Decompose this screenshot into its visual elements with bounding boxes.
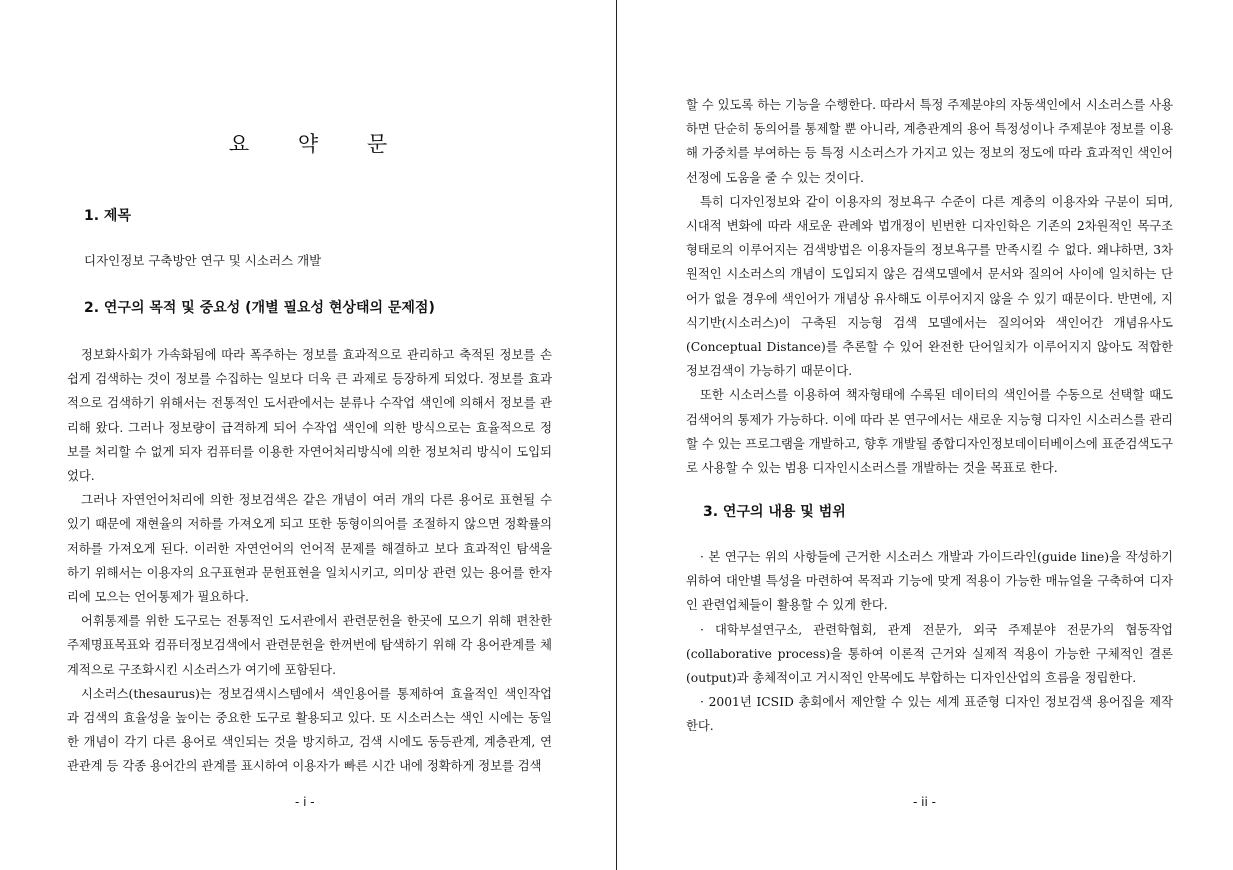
page-number: - i - — [295, 795, 315, 809]
paragraph: 또한 시소러스를 이용하여 책자형태에 수록된 데이터의 색인어를 수동으로 선택할 때도 검색어의 통제가 가능하다. 이에 따라 본 연구에서는 새로운 지능형 디자인 시소러스를 관리할 수 있는 프로그램을 개발하고, 향후 개발될 종합디자인정보데이터베이스에 표준검색도구로 사용할 수 있는 범용 디자인시소러스를 개발하는 것을 목표로 한다. — [686, 388, 1173, 476]
section2-heading: 2. 연구의 목적 및 중요성 (개별 필요성 현상태의 문제점) — [84, 300, 435, 316]
paragraph: 특히 디자인정보와 같이 이용자의 정보욕구 수준이 다른 계층의 이용자와 구분이 되며, 시대적 변화에 따라 새로운 관례와 법개정이 빈번한 디자인학은 기존의 2차원적인 목구조 형태로의 이루어지는 검색방법은 이용자들의 정보욕구를 만족시킬 수 없다. 왜냐하면, 3차원적인 시소러스의 개념이 도입되지 않은 검색모델에서 문서와 질의어 사이에 일치하는 단어가 없을 경우에 색인어가 개념상 유사해도 이루어지지 않을 수 있기 때문이다. 반면에, 지식기반(시소러스)이 구축된 지능형 검색 모델에서는 질의어와 색인어간 개념유사도(Conceptual Distance)를 추론할 수 있어 완전한 단어일치가 이루어지지 않아도 적합한 정보검색이 가능하기 때문이다. — [686, 194, 1173, 379]
paragraph: 시소러스(thesaurus)는 정보검색시스템에서 색인용어를 통제하여 효율적인 색인작업과 검색의 효율성을 높이는 중요한 도구로 활용되고 있다. 또 시소러스는 색인 시에는 동일한 개념이 각기 다른 용어로 색인되는 것을 방지하고, 검색 시에도 동등관계, 계층관계, 연관관계 등 각종 용어간의 관계를 표시하여 이용자가 빠른 시간 내에 정확하게 정보를 검색 — [67, 686, 552, 774]
right-page-body — [686, 93, 1173, 480]
section3-heading: 3. 연구의 내용 및 범위 — [703, 504, 846, 520]
title-char: 약 — [297, 132, 319, 156]
research-subject: 디자인정보 구축방안 연구 및 시소러스 개발 — [84, 253, 322, 268]
paragraph: 할 수 있도록 하는 기능을 수행한다. 따라서 특정 주제분야의 자동색인에서 시소러스를 사용하면 단순히 동의어를 통제할 뿐 아니라, 계층관계의 용어 특정성이나 주제분야 정보를 이용해 가중치를 부여하는 등 특정 시소러스가 가지고 있는 정보의 정도에 따라 효과적인 색인어 선정에 도움을 줄 수 있는 것이다. — [686, 98, 1173, 185]
paragraph: 정보화사회가 가속화됨에 따라 폭주하는 정보를 효과적으로 관리하고 축적된 정보를 손쉽게 검색하는 것이 정보를 수집하는 일보다 더욱 큰 과제로 등장하게 되었다. 정보를 효과적으로 검색하기 위해서는 전통적인 도서관에서는 분류나 수작업 색인에 의해서 정보를 관리해 왔다. 그러나 정보량이 급격하게 되어 수작업 색인에 의한 방식으로는 효율적으로 정보를 처리할 수 없게 되자 컴퓨터를 이용한 자연어처리방식에 의한 정보처리 방식이 도입되었다. — [67, 348, 552, 484]
paragraph: 그러나 자연언어처리에 의한 정보검색은 같은 개념이 여러 개의 다른 용어로 표현될 수 있기 때문에 재현율의 저하를 가져오게 되고 또한 동형이의어를 조절하지 않으면 정확률의 저하를 가져오게 된다. 이러한 자연언어의 언어적 문제를 해결하고 보다 효과적인 탐색을 하기 위해서는 이용자의 요구표현과 문헌표현을 일치시키고, 의미상 관련 있는 용어를 한자리에 모으는 언어통제가 필요하다. — [67, 493, 552, 605]
title-char: 요 — [228, 132, 250, 156]
page-number: - ii - — [913, 795, 936, 809]
section3-body — [686, 545, 1173, 739]
paragraph: 어휘통제를 위한 도구로는 전통적인 도서관에서 관련문헌을 한곳에 모으기 위해 편찬한 주제명표목표와 컴퓨터정보검색에서 관련문헌을 한꺼번에 탐색하기 위해 각 용어관계를 체계적으로 구조화시킨 시소러스가 여기에 포함된다. — [67, 614, 552, 677]
list-item: · 본 연구는 위의 사항들에 근거한 시소러스 개발과 가이드라인(guide line)을 작성하기 위하여 대안별 특성을 마련하여 목적과 기능에 맞게 적용이 가능한 매뉴얼을 구축하여 디자인 관련업체들이 활용할 수 있게 한다. — [686, 550, 1173, 613]
list-item: · 대학부설연구소, 관련학협회, 관계 전문가, 외국 주제분야 전문가의 협동작업(collaborative process)을 통하여 이론적 근거와 실제적 적용이 가능한 구체적인 결론(output)과 총체적이고 거시적인 안목에도 부합하는 디자인산업의 흐름을 정립한다. — [686, 622, 1173, 686]
title-char: 문 — [366, 132, 388, 156]
list-item: · 2001년 ICSID 총회에서 제안할 수 있는 세계 표준형 디자인 정보검색 용어집을 제작한다. — [686, 695, 1173, 734]
section1-heading: 1. 제목 — [84, 208, 131, 224]
